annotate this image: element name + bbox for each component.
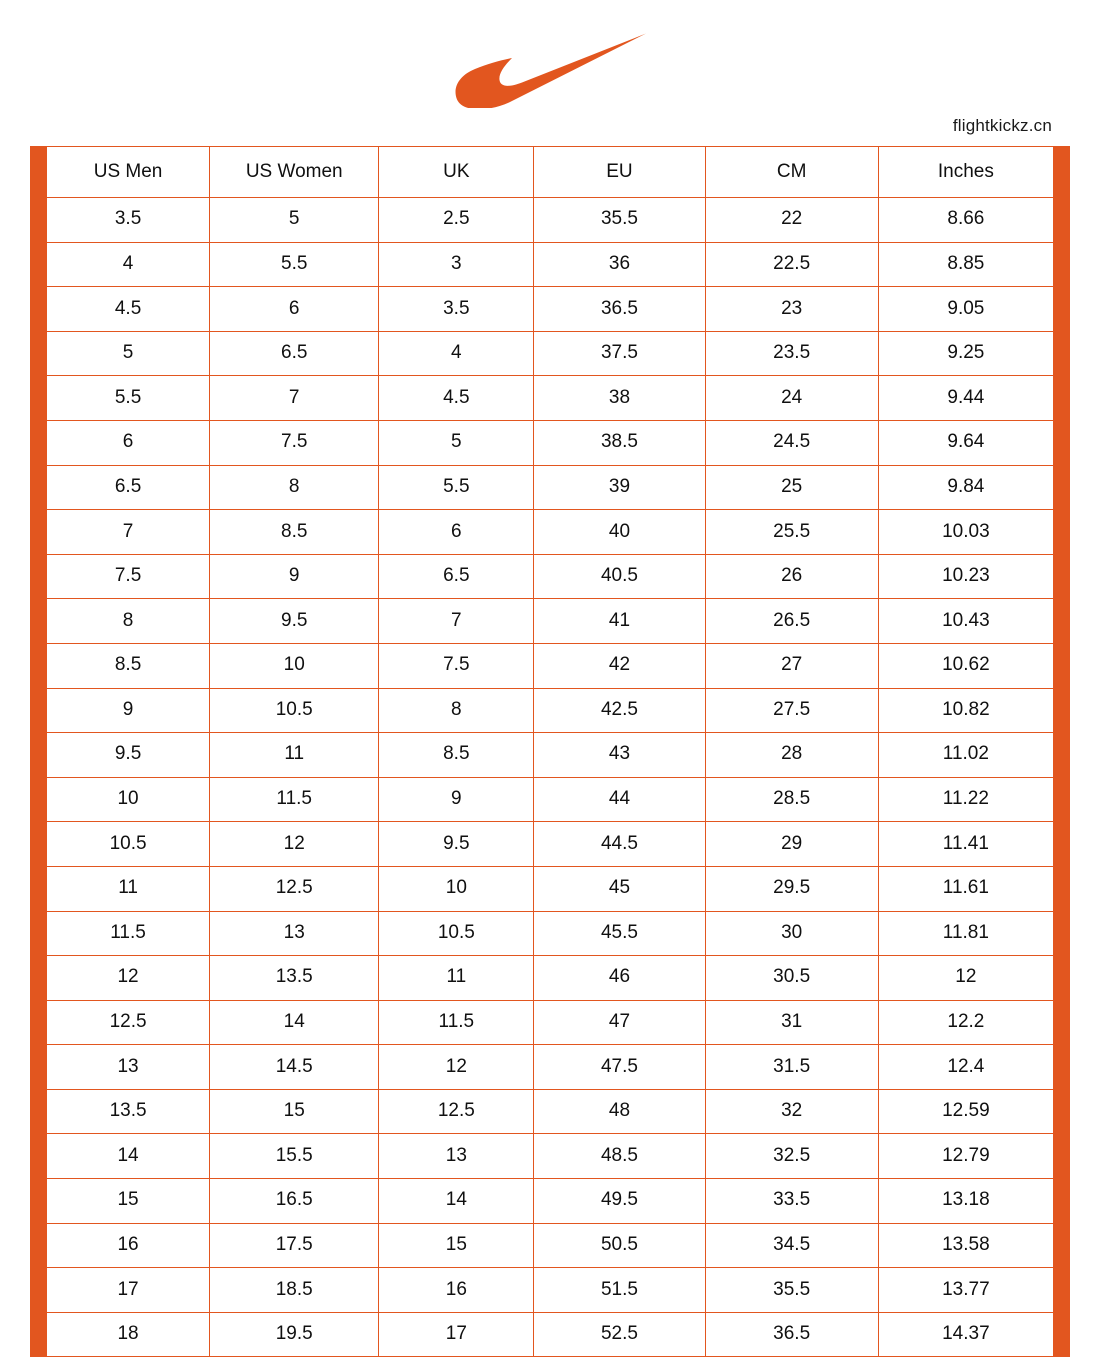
cell-us-women: 11 — [210, 733, 379, 778]
table-row — [47, 643, 1054, 688]
cell-uk: 14 — [379, 1179, 534, 1224]
cell-uk: 17 — [379, 1312, 534, 1357]
column-header-us-women: US Women — [210, 147, 379, 198]
cell-uk: 6.5 — [379, 554, 534, 599]
cell-cm: 22 — [705, 198, 878, 243]
cell-us-women: 5.5 — [210, 242, 379, 287]
cell-inches: 11.61 — [878, 866, 1053, 911]
cell-us-men: 8 — [47, 599, 210, 644]
cell-eu: 45.5 — [534, 911, 705, 956]
cell-cm: 22.5 — [705, 242, 878, 287]
table-row — [47, 198, 1054, 243]
table-row — [47, 1045, 1054, 1090]
cell-us-men: 7 — [47, 510, 210, 555]
cell-us-men: 5 — [47, 331, 210, 376]
size-chart-frame — [30, 146, 1070, 1357]
cell-us-men: 5.5 — [47, 376, 210, 421]
cell-uk: 12.5 — [379, 1089, 534, 1134]
cell-eu: 51.5 — [534, 1268, 705, 1313]
cell-cm: 26 — [705, 554, 878, 599]
cell-uk: 7 — [379, 599, 534, 644]
cell-us-women: 10 — [210, 643, 379, 688]
cell-cm: 27.5 — [705, 688, 878, 733]
cell-inches: 9.05 — [878, 287, 1053, 332]
cell-us-men: 13.5 — [47, 1089, 210, 1134]
table-row — [47, 866, 1054, 911]
table-row — [47, 733, 1054, 778]
nike-swoosh-logo-icon — [450, 28, 650, 108]
cell-inches: 8.85 — [878, 242, 1053, 287]
cell-inches: 11.41 — [878, 822, 1053, 867]
cell-uk: 6 — [379, 510, 534, 555]
cell-uk: 3 — [379, 242, 534, 287]
cell-us-men: 17 — [47, 1268, 210, 1313]
cell-us-men: 6 — [47, 420, 210, 465]
cell-us-women: 14 — [210, 1000, 379, 1045]
cell-cm: 25 — [705, 465, 878, 510]
column-header-inches: Inches — [878, 147, 1053, 198]
column-header-cm: CM — [705, 147, 878, 198]
cell-us-men: 3.5 — [47, 198, 210, 243]
cell-uk: 10.5 — [379, 911, 534, 956]
cell-cm: 23 — [705, 287, 878, 332]
cell-inches: 8.66 — [878, 198, 1053, 243]
column-header-eu: EU — [534, 147, 705, 198]
table-row — [47, 1268, 1054, 1313]
cell-eu: 50.5 — [534, 1223, 705, 1268]
cell-uk: 9.5 — [379, 822, 534, 867]
table-row — [47, 1000, 1054, 1045]
table-row — [47, 420, 1054, 465]
cell-eu: 49.5 — [534, 1179, 705, 1224]
cell-cm: 28.5 — [705, 777, 878, 822]
cell-uk: 10 — [379, 866, 534, 911]
cell-eu: 47 — [534, 1000, 705, 1045]
cell-us-men: 4 — [47, 242, 210, 287]
table-row — [47, 331, 1054, 376]
cell-eu: 40.5 — [534, 554, 705, 599]
cell-inches: 10.03 — [878, 510, 1053, 555]
cell-us-women: 16.5 — [210, 1179, 379, 1224]
cell-eu: 46 — [534, 956, 705, 1001]
cell-eu: 48 — [534, 1089, 705, 1134]
cell-inches: 12.4 — [878, 1045, 1053, 1090]
cell-cm: 26.5 — [705, 599, 878, 644]
cell-us-men: 15 — [47, 1179, 210, 1224]
cell-cm: 31.5 — [705, 1045, 878, 1090]
table-row — [47, 1134, 1054, 1179]
cell-uk: 11.5 — [379, 1000, 534, 1045]
cell-us-women: 13 — [210, 911, 379, 956]
cell-uk: 5.5 — [379, 465, 534, 510]
cell-us-women: 19.5 — [210, 1312, 379, 1357]
cell-inches: 10.43 — [878, 599, 1053, 644]
cell-us-women: 12.5 — [210, 866, 379, 911]
cell-us-men: 6.5 — [47, 465, 210, 510]
cell-us-men: 10 — [47, 777, 210, 822]
cell-uk: 4.5 — [379, 376, 534, 421]
cell-us-women: 13.5 — [210, 956, 379, 1001]
cell-eu: 52.5 — [534, 1312, 705, 1357]
cell-uk: 5 — [379, 420, 534, 465]
cell-us-men: 9 — [47, 688, 210, 733]
cell-cm: 34.5 — [705, 1223, 878, 1268]
cell-inches: 9.64 — [878, 420, 1053, 465]
cell-eu: 35.5 — [534, 198, 705, 243]
cell-cm: 24 — [705, 376, 878, 421]
cell-us-men: 8.5 — [47, 643, 210, 688]
cell-us-men: 7.5 — [47, 554, 210, 599]
cell-us-women: 8 — [210, 465, 379, 510]
cell-us-women: 7 — [210, 376, 379, 421]
cell-inches: 12.2 — [878, 1000, 1053, 1045]
cell-uk: 4 — [379, 331, 534, 376]
cell-inches: 13.58 — [878, 1223, 1053, 1268]
cell-us-women: 6 — [210, 287, 379, 332]
table-row — [47, 1223, 1054, 1268]
cell-inches: 14.37 — [878, 1312, 1053, 1357]
cell-inches: 9.84 — [878, 465, 1053, 510]
cell-us-women: 12 — [210, 822, 379, 867]
cell-us-women: 10.5 — [210, 688, 379, 733]
cell-uk: 12 — [379, 1045, 534, 1090]
cell-inches: 11.02 — [878, 733, 1053, 778]
column-header-us-men: US Men — [47, 147, 210, 198]
cell-eu: 38 — [534, 376, 705, 421]
table-row — [47, 1312, 1054, 1357]
cell-us-women: 9 — [210, 554, 379, 599]
table-row — [47, 376, 1054, 421]
cell-uk: 7.5 — [379, 643, 534, 688]
table-row — [47, 554, 1054, 599]
cell-eu: 36.5 — [534, 287, 705, 332]
cell-inches: 13.18 — [878, 1179, 1053, 1224]
cell-us-women: 8.5 — [210, 510, 379, 555]
cell-cm: 32 — [705, 1089, 878, 1134]
cell-us-men: 12.5 — [47, 1000, 210, 1045]
cell-uk: 11 — [379, 956, 534, 1001]
cell-eu: 45 — [534, 866, 705, 911]
cell-us-women: 15.5 — [210, 1134, 379, 1179]
cell-inches: 12.59 — [878, 1089, 1053, 1134]
table-row — [47, 688, 1054, 733]
cell-eu: 41 — [534, 599, 705, 644]
cell-us-men: 11.5 — [47, 911, 210, 956]
cell-eu: 42 — [534, 643, 705, 688]
table-row — [47, 956, 1054, 1001]
cell-eu: 39 — [534, 465, 705, 510]
watermark-text: flightkickz.cn — [952, 116, 1052, 135]
cell-inches: 11.22 — [878, 777, 1053, 822]
cell-cm: 31 — [705, 1000, 878, 1045]
table-row — [47, 510, 1054, 555]
table-row — [47, 1089, 1054, 1134]
cell-eu: 44.5 — [534, 822, 705, 867]
cell-uk: 13 — [379, 1134, 534, 1179]
cell-cm: 27 — [705, 643, 878, 688]
cell-eu: 42.5 — [534, 688, 705, 733]
table-row — [47, 465, 1054, 510]
cell-inches: 9.44 — [878, 376, 1053, 421]
cell-uk: 8 — [379, 688, 534, 733]
table-row — [47, 287, 1054, 332]
table-row — [47, 822, 1054, 867]
cell-cm: 30.5 — [705, 956, 878, 1001]
cell-uk: 3.5 — [379, 287, 534, 332]
cell-us-men: 4.5 — [47, 287, 210, 332]
cell-cm: 23.5 — [705, 331, 878, 376]
cell-us-women: 14.5 — [210, 1045, 379, 1090]
table-row — [47, 1179, 1054, 1224]
cell-inches: 13.77 — [878, 1268, 1053, 1313]
cell-inches: 9.25 — [878, 331, 1053, 376]
cell-eu: 48.5 — [534, 1134, 705, 1179]
cell-inches: 10.82 — [878, 688, 1053, 733]
cell-cm: 30 — [705, 911, 878, 956]
cell-uk: 2.5 — [379, 198, 534, 243]
cell-cm: 29.5 — [705, 866, 878, 911]
cell-us-women: 15 — [210, 1089, 379, 1134]
cell-uk: 15 — [379, 1223, 534, 1268]
cell-inches: 11.81 — [878, 911, 1053, 956]
cell-us-men: 16 — [47, 1223, 210, 1268]
cell-uk: 9 — [379, 777, 534, 822]
cell-cm: 28 — [705, 733, 878, 778]
cell-us-women: 18.5 — [210, 1268, 379, 1313]
cell-eu: 38.5 — [534, 420, 705, 465]
cell-inches: 12 — [878, 956, 1053, 1001]
cell-us-women: 5 — [210, 198, 379, 243]
cell-us-women: 7.5 — [210, 420, 379, 465]
cell-eu: 44 — [534, 777, 705, 822]
cell-uk: 8.5 — [379, 733, 534, 778]
cell-cm: 33.5 — [705, 1179, 878, 1224]
cell-us-men: 9.5 — [47, 733, 210, 778]
cell-us-men: 14 — [47, 1134, 210, 1179]
cell-cm: 35.5 — [705, 1268, 878, 1313]
cell-uk: 16 — [379, 1268, 534, 1313]
table-row — [47, 242, 1054, 287]
cell-us-women: 17.5 — [210, 1223, 379, 1268]
cell-cm: 32.5 — [705, 1134, 878, 1179]
table-row — [47, 911, 1054, 956]
cell-us-men: 18 — [47, 1312, 210, 1357]
cell-us-men: 11 — [47, 866, 210, 911]
table-body — [47, 198, 1054, 1357]
cell-us-men: 12 — [47, 956, 210, 1001]
cell-cm: 24.5 — [705, 420, 878, 465]
table-row — [47, 777, 1054, 822]
cell-eu: 37.5 — [534, 331, 705, 376]
table-row — [47, 599, 1054, 644]
cell-us-women: 6.5 — [210, 331, 379, 376]
cell-cm: 36.5 — [705, 1312, 878, 1357]
cell-eu: 40 — [534, 510, 705, 555]
brand-logo — [0, 18, 1100, 118]
cell-inches: 10.23 — [878, 554, 1053, 599]
table-header-row — [47, 147, 1054, 198]
cell-cm: 29 — [705, 822, 878, 867]
cell-eu: 36 — [534, 242, 705, 287]
cell-us-men: 13 — [47, 1045, 210, 1090]
cell-us-men: 10.5 — [47, 822, 210, 867]
cell-eu: 43 — [534, 733, 705, 778]
size-conversion-table — [46, 146, 1054, 1357]
cell-inches: 10.62 — [878, 643, 1053, 688]
cell-us-women: 11.5 — [210, 777, 379, 822]
cell-us-women: 9.5 — [210, 599, 379, 644]
column-header-uk: UK — [379, 147, 534, 198]
cell-eu: 47.5 — [534, 1045, 705, 1090]
cell-inches: 12.79 — [878, 1134, 1053, 1179]
cell-cm: 25.5 — [705, 510, 878, 555]
